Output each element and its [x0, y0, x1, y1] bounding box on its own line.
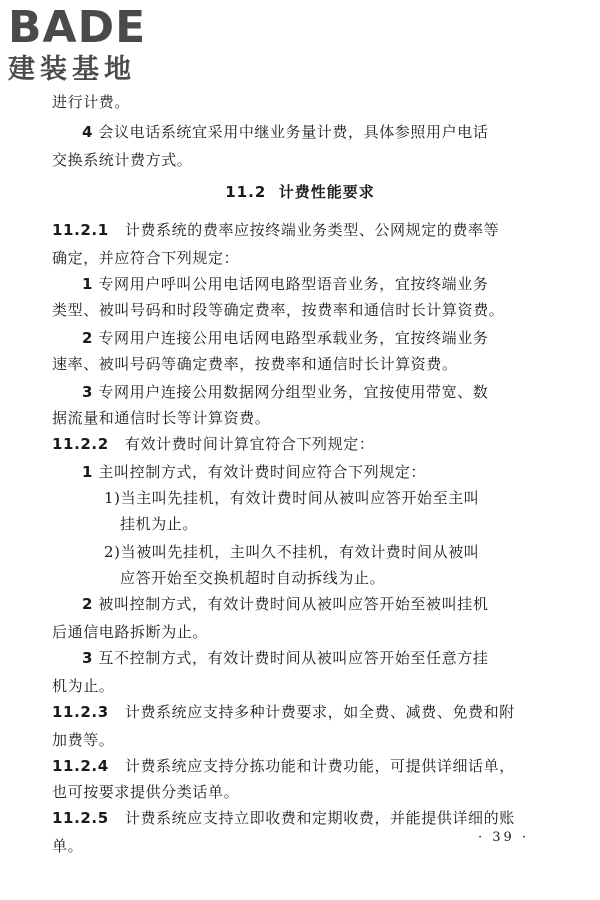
clause-text-line: 也可按要求提供分类话单。	[52, 783, 240, 801]
section-number: 11.2	[225, 183, 267, 201]
item-text-line: 被叫控制方式，有效计费时间从被叫应答开始至被叫挂机	[98, 595, 489, 613]
item-text-line: 主叫控制方式，有效计费时间应符合下列规定：	[98, 463, 427, 481]
clause-number: 11.2.2	[52, 435, 109, 453]
clause-text-line: 计费系统的费率应按终端业务类型、公网规定的费率等	[124, 221, 500, 239]
item-text-line: 交换系统计费方式。	[52, 151, 193, 169]
item-text-line: 类型、被叫号码和时段等确定费率，按费率和通信时长计算资费。	[52, 301, 505, 319]
clause-text-line: 加费等。	[52, 731, 115, 749]
item-text-line: 专网用户呼叫公用电话网电路型语音业务，宜按终端业务	[98, 275, 489, 293]
list-item-1	[82, 460, 426, 484]
sub-item-number: 1)	[104, 489, 121, 507]
clause-number: 11.2.3	[52, 703, 109, 721]
item-number: 3	[82, 649, 94, 667]
item-text-line: 当被叫先挂机，主叫久不挂机，有效计费时间从被叫	[120, 543, 480, 561]
clause-number: 11.2.5	[52, 809, 109, 827]
clause-11-2-2	[52, 432, 374, 456]
item-text-line: 挂机为止。	[120, 515, 199, 533]
clause-text-line: 计费系统应支持立即收费和定期收费，并能提供详细的账	[124, 809, 515, 827]
item-number: 1	[82, 463, 94, 481]
bade-logo	[8, 4, 178, 88]
item-number: 1	[82, 275, 94, 293]
paragraph-continuation: 进行计费。	[52, 93, 131, 111]
page-number: · 39 ·	[478, 830, 530, 845]
clause-number: 11.2.4	[52, 757, 109, 775]
item-number: 2	[82, 329, 94, 347]
section-heading	[0, 180, 600, 204]
item-number: 4	[82, 123, 94, 141]
item-text-line: 机为止。	[52, 677, 115, 695]
clause-text-line: 有效计费时间计算宜符合下列规定：	[124, 435, 375, 453]
sub-item-number: 2)	[104, 543, 121, 561]
item-number: 3	[82, 383, 94, 401]
clause-text-line: 计费系统应支持多种计费要求，如全费、减费、免费和附	[124, 703, 515, 721]
item-text-line: 专网用户连接公用数据网分组型业务，宜按使用带宽、数	[98, 383, 489, 401]
item-text-line: 速率、被叫号码等确定费率，按费率和通信时长计算资费。	[52, 355, 458, 373]
logo-chinese-text: 建装基地	[8, 54, 136, 85]
clause-text-line: 确定，并应符合下列规定：	[52, 249, 240, 267]
clause-number: 11.2.1	[52, 221, 109, 239]
clause-text-line: 单。	[52, 837, 84, 855]
item-text-line: 后通信电路拆断为止。	[52, 623, 209, 641]
item-text-line: 专网用户连接公用电话网电路型承载业务，宜按终端业务	[98, 329, 489, 347]
section-title: 计费性能要求	[278, 183, 375, 201]
item-text-line: 会议电话系统宜采用中继业务量计费，具体参照用户电话	[98, 123, 489, 141]
item-text-line: 当主叫先挂机，有效计费时间从被叫应答开始至主叫	[120, 489, 480, 507]
clause-text-line: 计费系统应支持分拣功能和计费功能，可提供详细话单，	[124, 757, 515, 775]
item-number: 2	[82, 595, 94, 613]
item-text-line: 互不控制方式，有效计费时间从被叫应答开始至任意方挂	[98, 649, 489, 667]
logo-latin-text: BADE	[8, 2, 147, 53]
item-text-line: 应答开始至交换机超时自动拆线为止。	[120, 569, 386, 587]
item-text-line: 据流量和通信时长等计算资费。	[52, 409, 271, 427]
